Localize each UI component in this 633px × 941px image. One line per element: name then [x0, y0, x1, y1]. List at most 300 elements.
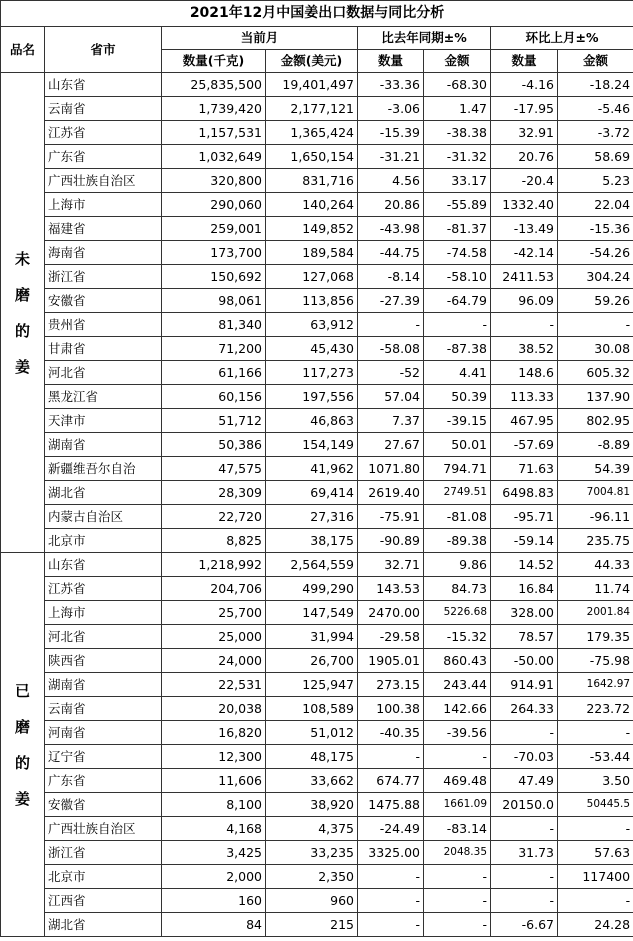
- cell-yoy-quantity: 1475.88: [358, 793, 424, 817]
- cell-mom-amount: 11.74: [558, 577, 633, 601]
- cell-mom-amount: 223.72: [558, 697, 633, 721]
- cell-yoy-quantity: 674.77: [358, 769, 424, 793]
- cell-amount-usd: 2,350: [266, 865, 358, 889]
- cell-mom-amount: 44.33: [558, 553, 633, 577]
- table-row: [1, 361, 633, 385]
- cell-yoy-quantity: -90.89: [358, 529, 424, 553]
- cell-quantity-kg: 50,386: [162, 433, 266, 457]
- cell-yoy-quantity: -: [358, 745, 424, 769]
- cell-yoy-quantity: -: [358, 865, 424, 889]
- cell-province: 海南省: [45, 241, 162, 265]
- cell-quantity-kg: 25,700: [162, 601, 266, 625]
- cell-yoy-amount: -68.30: [424, 73, 491, 97]
- table-row: [1, 457, 633, 481]
- cell-amount-usd: 189,584: [266, 241, 358, 265]
- cell-yoy-amount: 2749.51: [424, 481, 491, 505]
- cell-province: 北京市: [45, 865, 162, 889]
- cell-yoy-quantity: -8.14: [358, 265, 424, 289]
- cell-amount-usd: 41,962: [266, 457, 358, 481]
- cell-quantity-kg: 22,720: [162, 505, 266, 529]
- cell-mom-amount: -54.26: [558, 241, 633, 265]
- cell-quantity-kg: 8,100: [162, 793, 266, 817]
- cell-mom-quantity: -20.4: [491, 169, 558, 193]
- cell-yoy-amount: -74.58: [424, 241, 491, 265]
- cell-quantity-kg: 84: [162, 913, 266, 937]
- table-row: [1, 313, 633, 337]
- table-row: [1, 625, 633, 649]
- cell-mom-quantity: 71.63: [491, 457, 558, 481]
- cell-yoy-amount: 794.71: [424, 457, 491, 481]
- cell-amount-usd: 197,556: [266, 385, 358, 409]
- cell-quantity-kg: 3,425: [162, 841, 266, 865]
- cell-mom-amount: 54.39: [558, 457, 633, 481]
- cell-province: 安徽省: [45, 793, 162, 817]
- table-row: [1, 577, 633, 601]
- cell-mom-amount: -8.89: [558, 433, 633, 457]
- cell-amount-usd: 38,920: [266, 793, 358, 817]
- cell-mom-amount: 304.24: [558, 265, 633, 289]
- cell-mom-quantity: -: [491, 721, 558, 745]
- cell-mom-quantity: 47.49: [491, 769, 558, 793]
- cell-yoy-quantity: 2470.00: [358, 601, 424, 625]
- cell-yoy-amount: 469.48: [424, 769, 491, 793]
- cell-quantity-kg: 24,000: [162, 649, 266, 673]
- cell-yoy-amount: -: [424, 913, 491, 937]
- category-char: 磨: [14, 717, 30, 736]
- cell-amount-usd: 154,149: [266, 433, 358, 457]
- cell-amount-usd: 51,012: [266, 721, 358, 745]
- cell-mom-amount: 137.90: [558, 385, 633, 409]
- cell-yoy-quantity: 4.56: [358, 169, 424, 193]
- cell-quantity-kg: 1,032,649: [162, 145, 266, 169]
- cell-quantity-kg: 259,001: [162, 217, 266, 241]
- header-mom-amount: 金额: [558, 50, 633, 73]
- cell-yoy-amount: -15.32: [424, 625, 491, 649]
- cell-mom-quantity: -: [491, 817, 558, 841]
- cell-mom-quantity: 148.6: [491, 361, 558, 385]
- cell-quantity-kg: 98,061: [162, 289, 266, 313]
- cell-province: 湖南省: [45, 433, 162, 457]
- cell-quantity-kg: 320,800: [162, 169, 266, 193]
- category-char: 的: [14, 753, 30, 772]
- cell-quantity-kg: 173,700: [162, 241, 266, 265]
- cell-province: 广西壮族自治区: [45, 817, 162, 841]
- cell-yoy-amount: 50.01: [424, 433, 491, 457]
- cell-mom-quantity: 32.91: [491, 121, 558, 145]
- cell-amount-usd: 27,316: [266, 505, 358, 529]
- cell-yoy-amount: -: [424, 889, 491, 913]
- cell-yoy-amount: 50.39: [424, 385, 491, 409]
- cell-mom-quantity: -42.14: [491, 241, 558, 265]
- cell-mom-quantity: -95.71: [491, 505, 558, 529]
- cell-mom-quantity: -59.14: [491, 529, 558, 553]
- cell-province: 天津市: [45, 409, 162, 433]
- table-row: [1, 289, 633, 313]
- cell-province: 河北省: [45, 361, 162, 385]
- cell-province: 河北省: [45, 625, 162, 649]
- cell-amount-usd: 127,068: [266, 265, 358, 289]
- cell-mom-quantity: 1332.40: [491, 193, 558, 217]
- cell-mom-amount: 22.04: [558, 193, 633, 217]
- header-mom: 环比上月±%: [491, 27, 633, 50]
- cell-province: 湖南省: [45, 673, 162, 697]
- cell-mom-amount: 117400: [558, 865, 633, 889]
- cell-quantity-kg: 1,157,531: [162, 121, 266, 145]
- header-current-month: 当前月: [162, 27, 358, 50]
- header-yoy: 比去年同期±%: [358, 27, 491, 50]
- table-row: [1, 889, 633, 913]
- table-row: [1, 217, 633, 241]
- cell-yoy-quantity: 143.53: [358, 577, 424, 601]
- table-row: [1, 433, 633, 457]
- cell-amount-usd: 960: [266, 889, 358, 913]
- cell-province: 内蒙古自治区: [45, 505, 162, 529]
- cell-quantity-kg: 60,156: [162, 385, 266, 409]
- cell-yoy-quantity: 57.04: [358, 385, 424, 409]
- cell-yoy-quantity: -27.39: [358, 289, 424, 313]
- cell-province: 江苏省: [45, 577, 162, 601]
- cell-yoy-quantity: -15.39: [358, 121, 424, 145]
- cell-yoy-quantity: -29.58: [358, 625, 424, 649]
- cell-yoy-amount: 142.66: [424, 697, 491, 721]
- cell-yoy-amount: 4.41: [424, 361, 491, 385]
- cell-yoy-quantity: -58.08: [358, 337, 424, 361]
- cell-yoy-amount: -38.38: [424, 121, 491, 145]
- cell-quantity-kg: 71,200: [162, 337, 266, 361]
- table-row: [1, 97, 633, 121]
- table-row: [1, 865, 633, 889]
- cell-mom-quantity: -: [491, 889, 558, 913]
- cell-amount-usd: 2,564,559: [266, 553, 358, 577]
- cell-mom-quantity: 914.91: [491, 673, 558, 697]
- cell-amount-usd: 46,863: [266, 409, 358, 433]
- table-row: [1, 337, 633, 361]
- cell-yoy-quantity: 3325.00: [358, 841, 424, 865]
- header-mom-quantity: 数量: [491, 50, 558, 73]
- cell-quantity-kg: 51,712: [162, 409, 266, 433]
- cell-quantity-kg: 25,000: [162, 625, 266, 649]
- table-row: [1, 241, 633, 265]
- cell-mom-amount: -5.46: [558, 97, 633, 121]
- cell-province: 云南省: [45, 97, 162, 121]
- cell-yoy-quantity: 1071.80: [358, 457, 424, 481]
- header-yoy-amount: 金额: [424, 50, 491, 73]
- cell-quantity-kg: 1,218,992: [162, 553, 266, 577]
- cell-quantity-kg: 2,000: [162, 865, 266, 889]
- table-title: 2021年12月中国姜出口数据与同比分析: [1, 1, 633, 27]
- cell-yoy-amount: -31.32: [424, 145, 491, 169]
- cell-mom-amount: 3.50: [558, 769, 633, 793]
- table-row: [1, 481, 633, 505]
- cell-amount-usd: 33,235: [266, 841, 358, 865]
- cell-mom-amount: -3.72: [558, 121, 633, 145]
- cell-yoy-quantity: -3.06: [358, 97, 424, 121]
- cell-mom-amount: 59.26: [558, 289, 633, 313]
- category-char: 的: [14, 321, 30, 340]
- cell-amount-usd: 38,175: [266, 529, 358, 553]
- table-row: [1, 841, 633, 865]
- cell-amount-usd: 63,912: [266, 313, 358, 337]
- cell-province: 江西省: [45, 889, 162, 913]
- category-char: 姜: [14, 357, 30, 376]
- table-row: [1, 193, 633, 217]
- cell-mom-amount: -: [558, 817, 633, 841]
- cell-quantity-kg: 16,820: [162, 721, 266, 745]
- cell-province: 北京市: [45, 529, 162, 553]
- cell-quantity-kg: 47,575: [162, 457, 266, 481]
- cell-mom-quantity: -70.03: [491, 745, 558, 769]
- cell-province: 湖北省: [45, 913, 162, 937]
- table-row: [1, 601, 633, 625]
- cell-quantity-kg: 20,038: [162, 697, 266, 721]
- table-row: [1, 697, 633, 721]
- cell-mom-amount: 802.95: [558, 409, 633, 433]
- table-row: [1, 553, 633, 577]
- cell-mom-quantity: -50.00: [491, 649, 558, 673]
- cell-province: 广东省: [45, 145, 162, 169]
- cell-province: 云南省: [45, 697, 162, 721]
- cell-yoy-quantity: -44.75: [358, 241, 424, 265]
- table-row: [1, 505, 633, 529]
- table-row: [1, 169, 633, 193]
- cell-yoy-quantity: -: [358, 913, 424, 937]
- cell-yoy-quantity: -31.21: [358, 145, 424, 169]
- category-label: [1, 553, 45, 937]
- cell-yoy-quantity: 273.15: [358, 673, 424, 697]
- cell-province: 新疆维吾尔自治: [45, 457, 162, 481]
- cell-amount-usd: 69,414: [266, 481, 358, 505]
- cell-province: 浙江省: [45, 841, 162, 865]
- cell-quantity-kg: 22,531: [162, 673, 266, 697]
- cell-yoy-quantity: -43.98: [358, 217, 424, 241]
- cell-province: 江苏省: [45, 121, 162, 145]
- cell-yoy-amount: -83.14: [424, 817, 491, 841]
- cell-amount-usd: 2,177,121: [266, 97, 358, 121]
- table-row: [1, 793, 633, 817]
- cell-mom-quantity: 20.76: [491, 145, 558, 169]
- cell-quantity-kg: 1,739,420: [162, 97, 266, 121]
- cell-quantity-kg: 4,168: [162, 817, 266, 841]
- cell-amount-usd: 149,852: [266, 217, 358, 241]
- cell-yoy-quantity: -40.35: [358, 721, 424, 745]
- cell-yoy-quantity: 100.38: [358, 697, 424, 721]
- table-row: [1, 721, 633, 745]
- cell-yoy-amount: -87.38: [424, 337, 491, 361]
- cell-yoy-amount: -39.56: [424, 721, 491, 745]
- cell-quantity-kg: 25,835,500: [162, 73, 266, 97]
- cell-mom-quantity: 96.09: [491, 289, 558, 313]
- cell-yoy-amount: 5226.68: [424, 601, 491, 625]
- cell-yoy-amount: -39.15: [424, 409, 491, 433]
- cell-yoy-quantity: -52: [358, 361, 424, 385]
- cell-mom-amount: 30.08: [558, 337, 633, 361]
- cell-province: 辽宁省: [45, 745, 162, 769]
- cell-mom-quantity: -6.67: [491, 913, 558, 937]
- cell-mom-quantity: 6498.83: [491, 481, 558, 505]
- cell-mom-amount: -18.24: [558, 73, 633, 97]
- cell-yoy-quantity: -24.49: [358, 817, 424, 841]
- cell-mom-amount: -: [558, 313, 633, 337]
- header-province: 省市: [45, 27, 162, 73]
- cell-yoy-amount: 243.44: [424, 673, 491, 697]
- cell-yoy-amount: 860.43: [424, 649, 491, 673]
- cell-quantity-kg: 28,309: [162, 481, 266, 505]
- cell-yoy-amount: 2048.35: [424, 841, 491, 865]
- category-char: 未: [14, 249, 30, 268]
- cell-mom-quantity: -17.95: [491, 97, 558, 121]
- cell-province: 黑龙江省: [45, 385, 162, 409]
- cell-yoy-quantity: -: [358, 313, 424, 337]
- cell-yoy-quantity: 20.86: [358, 193, 424, 217]
- cell-mom-quantity: 328.00: [491, 601, 558, 625]
- cell-mom-quantity: 2411.53: [491, 265, 558, 289]
- cell-mom-amount: 605.32: [558, 361, 633, 385]
- header-product: 品名: [1, 27, 45, 73]
- table-row: [1, 817, 633, 841]
- cell-mom-amount: 2001.84: [558, 601, 633, 625]
- cell-mom-amount: 5.23: [558, 169, 633, 193]
- cell-mom-amount: -75.98: [558, 649, 633, 673]
- cell-yoy-amount: -: [424, 865, 491, 889]
- cell-quantity-kg: 61,166: [162, 361, 266, 385]
- table-row: [1, 913, 633, 937]
- table-row: [1, 409, 633, 433]
- cell-yoy-amount: 84.73: [424, 577, 491, 601]
- cell-amount-usd: 33,662: [266, 769, 358, 793]
- category-label: [1, 73, 45, 553]
- cell-mom-amount: 1642.97: [558, 673, 633, 697]
- cell-mom-quantity: -57.69: [491, 433, 558, 457]
- cell-mom-amount: 50445.5: [558, 793, 633, 817]
- cell-yoy-amount: 9.86: [424, 553, 491, 577]
- cell-mom-amount: 57.63: [558, 841, 633, 865]
- cell-yoy-amount: -81.08: [424, 505, 491, 529]
- cell-mom-quantity: -: [491, 313, 558, 337]
- cell-province: 湖北省: [45, 481, 162, 505]
- cell-mom-quantity: 38.52: [491, 337, 558, 361]
- cell-yoy-amount: -89.38: [424, 529, 491, 553]
- cell-province: 贵州省: [45, 313, 162, 337]
- table-row: [1, 73, 633, 97]
- cell-mom-quantity: 78.57: [491, 625, 558, 649]
- cell-yoy-quantity: -75.91: [358, 505, 424, 529]
- cell-province: 安徽省: [45, 289, 162, 313]
- header-amount-usd: 金额(美元): [266, 50, 358, 73]
- cell-yoy-quantity: 32.71: [358, 553, 424, 577]
- category-char: 已: [14, 681, 30, 700]
- cell-mom-quantity: 113.33: [491, 385, 558, 409]
- cell-province: 河南省: [45, 721, 162, 745]
- cell-province: 陕西省: [45, 649, 162, 673]
- table-row: [1, 649, 633, 673]
- cell-yoy-amount: -55.89: [424, 193, 491, 217]
- cell-mom-amount: -53.44: [558, 745, 633, 769]
- table-row: [1, 385, 633, 409]
- cell-yoy-amount: 1.47: [424, 97, 491, 121]
- cell-mom-amount: 7004.81: [558, 481, 633, 505]
- table-body: [1, 73, 633, 937]
- category-char: 磨: [14, 285, 30, 304]
- cell-mom-quantity: 14.52: [491, 553, 558, 577]
- cell-mom-quantity: -: [491, 865, 558, 889]
- table-row: [1, 769, 633, 793]
- cell-quantity-kg: 12,300: [162, 745, 266, 769]
- cell-yoy-quantity: 27.67: [358, 433, 424, 457]
- table-row: [1, 265, 633, 289]
- cell-amount-usd: 215: [266, 913, 358, 937]
- cell-mom-amount: 235.75: [558, 529, 633, 553]
- header-quantity-kg: 数量(千克): [162, 50, 266, 73]
- cell-province: 上海市: [45, 193, 162, 217]
- cell-amount-usd: 1,365,424: [266, 121, 358, 145]
- cell-amount-usd: 31,994: [266, 625, 358, 649]
- cell-yoy-amount: 33.17: [424, 169, 491, 193]
- cell-mom-amount: 179.35: [558, 625, 633, 649]
- cell-quantity-kg: 8,825: [162, 529, 266, 553]
- cell-amount-usd: 19,401,497: [266, 73, 358, 97]
- cell-province: 甘肃省: [45, 337, 162, 361]
- cell-mom-quantity: 20150.0: [491, 793, 558, 817]
- cell-yoy-quantity: 1905.01: [358, 649, 424, 673]
- cell-province: 广东省: [45, 769, 162, 793]
- cell-amount-usd: 26,700: [266, 649, 358, 673]
- cell-yoy-amount: -: [424, 745, 491, 769]
- cell-yoy-quantity: 2619.40: [358, 481, 424, 505]
- cell-amount-usd: 113,856: [266, 289, 358, 313]
- cell-quantity-kg: 150,692: [162, 265, 266, 289]
- cell-province: 上海市: [45, 601, 162, 625]
- cell-mom-amount: 58.69: [558, 145, 633, 169]
- cell-yoy-amount: -58.10: [424, 265, 491, 289]
- table-row: [1, 529, 633, 553]
- header-yoy-quantity: 数量: [358, 50, 424, 73]
- cell-province: 广西壮族自治区: [45, 169, 162, 193]
- cell-mom-quantity: 264.33: [491, 697, 558, 721]
- cell-mom-quantity: -13.49: [491, 217, 558, 241]
- cell-amount-usd: 125,947: [266, 673, 358, 697]
- cell-mom-amount: -15.36: [558, 217, 633, 241]
- cell-mom-amount: 24.28: [558, 913, 633, 937]
- table-row: [1, 145, 633, 169]
- table-row: [1, 121, 633, 145]
- cell-yoy-quantity: -33.36: [358, 73, 424, 97]
- cell-yoy-quantity: 7.37: [358, 409, 424, 433]
- cell-mom-quantity: -4.16: [491, 73, 558, 97]
- cell-amount-usd: 48,175: [266, 745, 358, 769]
- cell-quantity-kg: 160: [162, 889, 266, 913]
- cell-yoy-amount: -64.79: [424, 289, 491, 313]
- cell-amount-usd: 1,650,154: [266, 145, 358, 169]
- cell-quantity-kg: 290,060: [162, 193, 266, 217]
- cell-quantity-kg: 204,706: [162, 577, 266, 601]
- cell-amount-usd: 499,290: [266, 577, 358, 601]
- cell-amount-usd: 117,273: [266, 361, 358, 385]
- cell-quantity-kg: 11,606: [162, 769, 266, 793]
- table-row: [1, 673, 633, 697]
- cell-amount-usd: 4,375: [266, 817, 358, 841]
- cell-mom-amount: -: [558, 721, 633, 745]
- cell-amount-usd: 831,716: [266, 169, 358, 193]
- cell-quantity-kg: 81,340: [162, 313, 266, 337]
- cell-yoy-amount: -81.37: [424, 217, 491, 241]
- cell-mom-quantity: 467.95: [491, 409, 558, 433]
- cell-province: 山东省: [45, 553, 162, 577]
- cell-mom-amount: -: [558, 889, 633, 913]
- cell-mom-quantity: 16.84: [491, 577, 558, 601]
- cell-amount-usd: 147,549: [266, 601, 358, 625]
- category-char: 姜: [14, 789, 30, 808]
- cell-amount-usd: 45,430: [266, 337, 358, 361]
